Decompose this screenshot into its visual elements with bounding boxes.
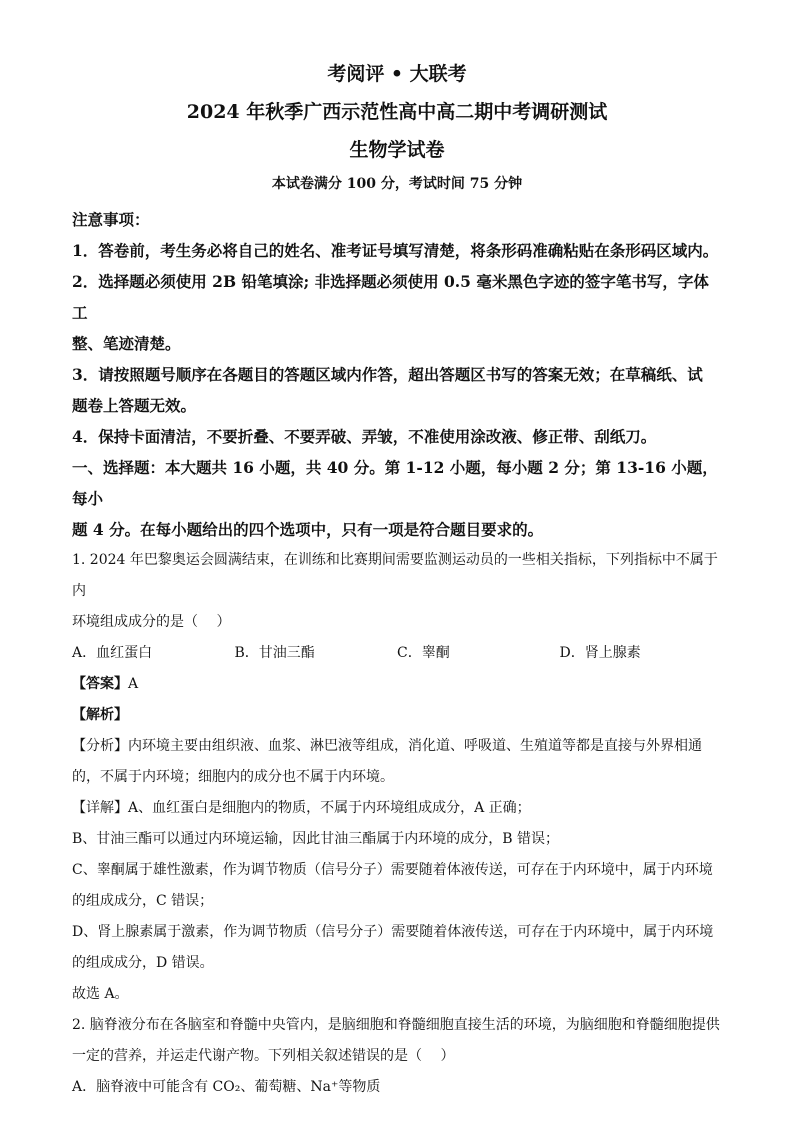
exam-title: 2024 年秋季广西示范性高中高二期中考调研测试 bbox=[186, 101, 608, 123]
option-a: A．血红蛋白 bbox=[72, 645, 153, 661]
analysis-line: 【分析】内环境主要由组织液、血浆、淋巴液等组成，消化道、呼吸道、生殖道等都是直接与外界相通 bbox=[72, 738, 702, 754]
question-1-stem: 环境组成成分的是（ ） bbox=[72, 614, 231, 630]
analysis-label: 【解析】 bbox=[72, 707, 128, 723]
note-line: 整、笔迹清楚。 bbox=[72, 334, 181, 353]
note-line: 题卷上答题无效。 bbox=[72, 396, 197, 415]
analysis-line: 的组成成分，C 错误； bbox=[72, 893, 214, 909]
note-line: 3．请按照题号顺序在各题目的答题区域内作答，超出答题区书写的答案无效；在草稿纸、试 bbox=[72, 365, 703, 384]
question-1-options bbox=[72, 638, 722, 669]
question-2-stem: 2. 脑脊液分布在各脑室和脊髓中央管内，是脑细胞和脊髓细胞直接生活的环境，为脑细胞和脊髓细胞提供 bbox=[72, 1017, 720, 1033]
note-line: 4．保持卡面清洁，不要折叠、不要弄破、弄皱，不准使用涂改液、修正带、刮纸刀。 bbox=[72, 427, 657, 446]
analysis-line: C、睾酮属于雄性激素，作为调节物质（信号分子）需要随着体液传送，可存在于内环境中，属于内环境 bbox=[72, 862, 713, 878]
answer-label: 【答案】 bbox=[72, 676, 128, 692]
question-2-stem: 一定的营养，并运走代谢产物。下列相关叙述错误的是（ ） bbox=[72, 1048, 455, 1064]
analysis-line: D、肾上腺素属于激素，作为调节物质（信号分子）需要随着体液传送，可存在于内环境中，属于内环境 bbox=[72, 924, 714, 940]
answer-value: A bbox=[128, 676, 139, 692]
analysis-line: 的组成成分，D 错误。 bbox=[72, 955, 214, 971]
note-line: 2．选择题必须使用 2B 铅笔填涂; 非选择题必须使用 0.5 毫米黑色字迹的签字笔书写，字体工 bbox=[72, 272, 709, 322]
analysis-line: 故选 A。 bbox=[72, 986, 129, 1002]
option-d: D．肾上腺素 bbox=[559, 645, 641, 661]
answer-line bbox=[72, 669, 722, 700]
question-2-option-a: A．脑脊液中可能含有 CO₂、葡萄糖、Na⁺等物质 bbox=[72, 1079, 381, 1095]
notes-heading: 注意事项： bbox=[72, 210, 150, 229]
option-b: B．甘油三酯 bbox=[234, 645, 315, 661]
score-info: 本试卷满分 100 分，考试时间 75 分钟 bbox=[271, 176, 523, 192]
note-line: 1．答卷前，考生务必将自己的姓名、准考证号填写清楚，将条形码准确粘贴在条形码区域内。 bbox=[72, 241, 719, 260]
analysis-line: 的，不属于内环境；细胞内的成分也不属于内环境。 bbox=[72, 769, 394, 785]
section-instruction: 题 4 分。在每小题给出的四个选项中，只有一项是符合题目要求的。 bbox=[72, 520, 544, 539]
analysis-line: 【详解】A、血红蛋白是细胞内的物质，不属于内环境组成成分，A 正确； bbox=[72, 800, 531, 816]
analysis-line: B、甘油三酯可以通过内环境运输，因此甘油三酯属于内环境的成分，B 错误； bbox=[72, 831, 560, 847]
option-c: C．睾酮 bbox=[397, 645, 450, 661]
subject-title: 生物学试卷 bbox=[349, 139, 445, 161]
section-instruction: 一、选择题：本大题共 16 小题，共 40 分。第 1-12 小题，每小题 2 分；第 13-16 小题，每小 bbox=[72, 458, 718, 508]
exam-series-title: 考阅评 • 大联考 bbox=[327, 63, 467, 85]
question-1-stem: 1. 2024 年巴黎奥运会圆满结束，在训练和比赛期间需要监测运动员的一些相关指标，下列指标中不属于内 bbox=[72, 552, 718, 599]
